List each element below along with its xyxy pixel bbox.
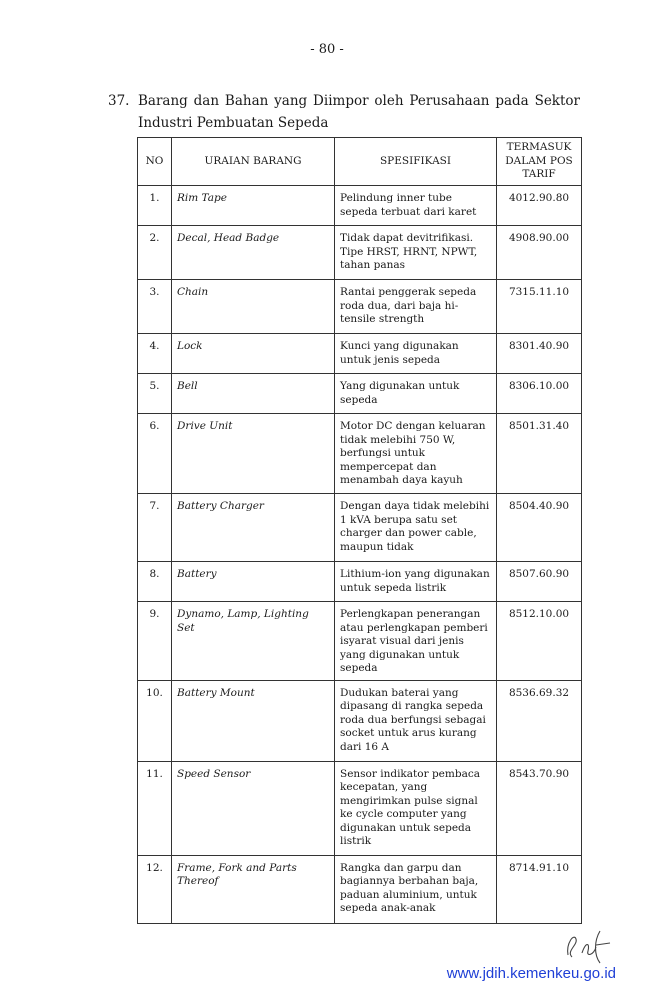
row-number: 8.: [138, 562, 172, 602]
table-row: [138, 414, 582, 494]
table-row: [138, 761, 582, 855]
item-specification: Perlengkapan penerangan atau perlengkapan pemberi isyarat visual dari jenis yang digunakan untuk sepeda: [335, 602, 497, 681]
item-description: Lock: [172, 334, 335, 374]
section-heading: [108, 90, 580, 134]
item-specification: Dengan daya tidak melebihi 1 kVA berupa satu set charger dan power cable, maupun tidak: [335, 494, 497, 562]
tariff-code: 4908.90.00: [497, 226, 582, 280]
tariff-code: 8501.31.40: [497, 414, 582, 494]
item-description: Bell: [172, 374, 335, 414]
item-specification: Dudukan baterai yang dipasang di rangka sepeda roda dua berfungsi sebagai socket untuk arus kurang dari 16 A: [335, 680, 497, 761]
goods-table: [137, 137, 582, 924]
item-specification: Sensor indikator pembaca kecepatan, yang mengirimkan pulse signal ke cycle computer yang digunakan untuk sepeda listrik: [335, 761, 497, 855]
header-specification: SPESIFIKASI: [335, 138, 497, 186]
item-specification: Rangka dan garpu dan bagiannya berbahan baja, paduan aluminium, untuk sepeda anak-anak: [335, 855, 497, 923]
section-title: Barang dan Bahan yang Diimpor oleh Perusahaan pada Sektor Industri Pembuatan Sepeda: [138, 93, 580, 131]
table-row: [138, 226, 582, 280]
item-specification: Yang digunakan untuk sepeda: [335, 374, 497, 414]
section-number: 37.: [108, 93, 130, 109]
tariff-code: 8306.10.00: [497, 374, 582, 414]
item-description: Dynamo, Lamp, Lighting Set: [172, 602, 335, 681]
header-tariff-code: TERMASUK DALAM POS TARIF: [497, 138, 582, 186]
item-specification: Motor DC dengan keluaran tidak melebihi 750 W, berfungsi untuk mempercepat dan menambah daya kayuh: [335, 414, 497, 494]
tariff-code: 8507.60.90: [497, 562, 582, 602]
table-row: [138, 855, 582, 923]
row-number: 12.: [138, 855, 172, 923]
item-description: Decal, Head Badge: [172, 226, 335, 280]
table-row: [138, 374, 582, 414]
table-row: [138, 680, 582, 761]
item-specification: Kunci yang digunakan untuk jenis sepeda: [335, 334, 497, 374]
table-header-row: [138, 138, 582, 186]
item-specification: Lithium-ion yang digunakan untuk sepeda listrik: [335, 562, 497, 602]
item-specification: Pelindung inner tube sepeda terbuat dari karet: [335, 186, 497, 226]
footer-url[interactable]: www.jdih.kemenkeu.go.id: [446, 965, 616, 982]
row-number: 5.: [138, 374, 172, 414]
page-number: - 80 -: [310, 42, 344, 57]
tariff-code: 8543.70.90: [497, 761, 582, 855]
signature-mark: [560, 925, 620, 965]
row-number: 6.: [138, 414, 172, 494]
tariff-code: 8301.40.90: [497, 334, 582, 374]
tariff-code: 8512.10.00: [497, 602, 582, 681]
table-row: [138, 562, 582, 602]
item-description: Chain: [172, 280, 335, 334]
row-number: 2.: [138, 226, 172, 280]
tariff-code: 8504.40.90: [497, 494, 582, 562]
item-description: Frame, Fork and Parts Thereof: [172, 855, 335, 923]
item-description: Drive Unit: [172, 414, 335, 494]
header-no: NO: [138, 138, 172, 186]
row-number: 11.: [138, 761, 172, 855]
table-row: [138, 186, 582, 226]
item-description: Speed Sensor: [172, 761, 335, 855]
item-description: Battery: [172, 562, 335, 602]
table-row: [138, 334, 582, 374]
table-row: [138, 602, 582, 681]
tariff-code: 4012.90.80: [497, 186, 582, 226]
table-row: [138, 494, 582, 562]
header-item-description: URAIAN BARANG: [172, 138, 335, 186]
row-number: 10.: [138, 680, 172, 761]
item-description: Rim Tape: [172, 186, 335, 226]
row-number: 3.: [138, 280, 172, 334]
item-description: Battery Charger: [172, 494, 335, 562]
tariff-code: 8714.91.10: [497, 855, 582, 923]
row-number: 1.: [138, 186, 172, 226]
tariff-code: 7315.11.10: [497, 280, 582, 334]
table-row: [138, 280, 582, 334]
item-specification: Rantai penggerak sepeda roda dua, dari baja hi-tensile strength: [335, 280, 497, 334]
row-number: 7.: [138, 494, 172, 562]
item-specification: Tidak dapat devitrifikasi. Tipe HRST, HRNT, NPWT, tahan panas: [335, 226, 497, 280]
tariff-code: 8536.69.32: [497, 680, 582, 761]
row-number: 4.: [138, 334, 172, 374]
row-number: 9.: [138, 602, 172, 681]
item-description: Battery Mount: [172, 680, 335, 761]
